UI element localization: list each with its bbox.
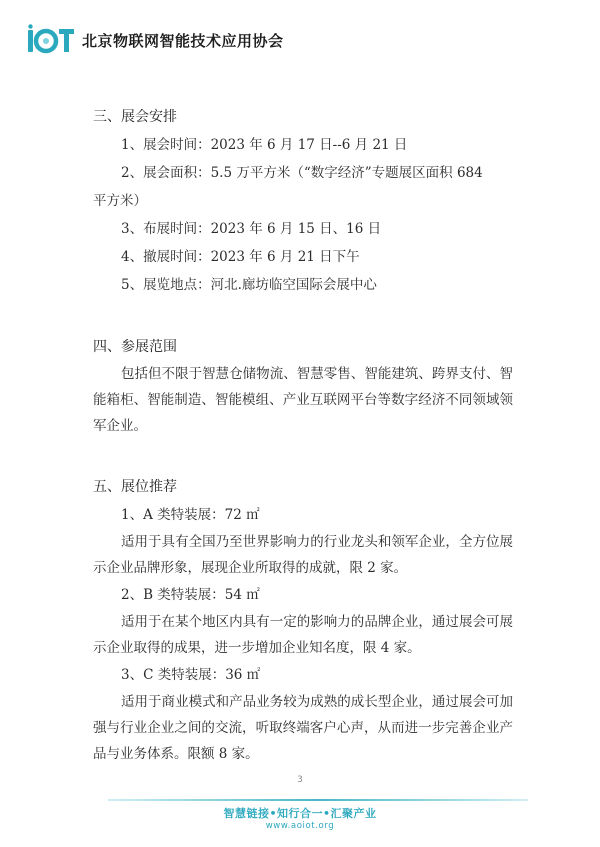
section-title-scope: 四、参展范围 — [93, 339, 177, 355]
booth-c-label: 3、C 类特装展：36 ㎡ — [121, 667, 261, 683]
section-title-arrangement: 三、展会安排 — [93, 109, 177, 125]
teardown-time: 4、撤展时间：2023 年 6 月 21 日下午 — [121, 249, 360, 265]
booth-a-description: 适用于具有全国乃至世界影响力的行业龙头和领军企业，全方位展示企业品牌形象，展现企业所取得的成就，限 2 家。 — [93, 534, 513, 576]
footer-divider — [108, 799, 528, 801]
footer-url: www.aoiot.org — [265, 821, 335, 831]
organization-name: 北京物联网智能技术应用协会 — [82, 31, 284, 50]
setup-time: 3、布展时间：2023 年 6 月 15 日、16 日 — [121, 221, 382, 237]
exhibition-venue: 5、展览地点：河北.廊坊临空国际会展中心 — [121, 277, 377, 293]
booth-b-description: 适用于在某个地区内具有一定的影响力的品牌企业，通过展会可展示企业取得的成果，进一步增加企业知名度，限 4 家。 — [93, 614, 513, 656]
booth-a-label: 1、A 类特装展：72 ㎡ — [121, 507, 260, 523]
booth-b-label: 2、B 类特装展：54 ㎡ — [121, 587, 260, 603]
page-header — [26, 20, 284, 60]
booth-c-description: 适用于商业模式和产品业务较为成熟的成长型企业，通过展会可加强与行业企业之间的交流，听取终端客户心声，从而进一步完善企业产品与业务体系。限额 8 家。 — [93, 694, 513, 762]
document-body — [93, 103, 513, 767]
scope-paragraph: 包括但不限于智慧仓储物流、智慧零售、智能建筑、跨界支付、智能箱柜、智能制造、智能模组、产业互联网平台等数字经济不同领域领军企业。 — [93, 366, 513, 434]
exhibition-time: 1、展会时间：2023 年 6 月 17 日--6 月 21 日 — [121, 137, 408, 153]
footer-slogan: 智慧链接•知行合一•汇聚产业 — [223, 807, 377, 820]
exhibition-area-continued: 平方米） — [93, 193, 147, 209]
page-number: 3 — [297, 775, 303, 785]
exhibition-area: 2、展会面积：5.5 万平方米（“数字经济”专题展区面积 684 — [121, 165, 483, 181]
iot-logo — [26, 24, 76, 56]
section-title-booths: 五、展位推荐 — [93, 479, 177, 495]
